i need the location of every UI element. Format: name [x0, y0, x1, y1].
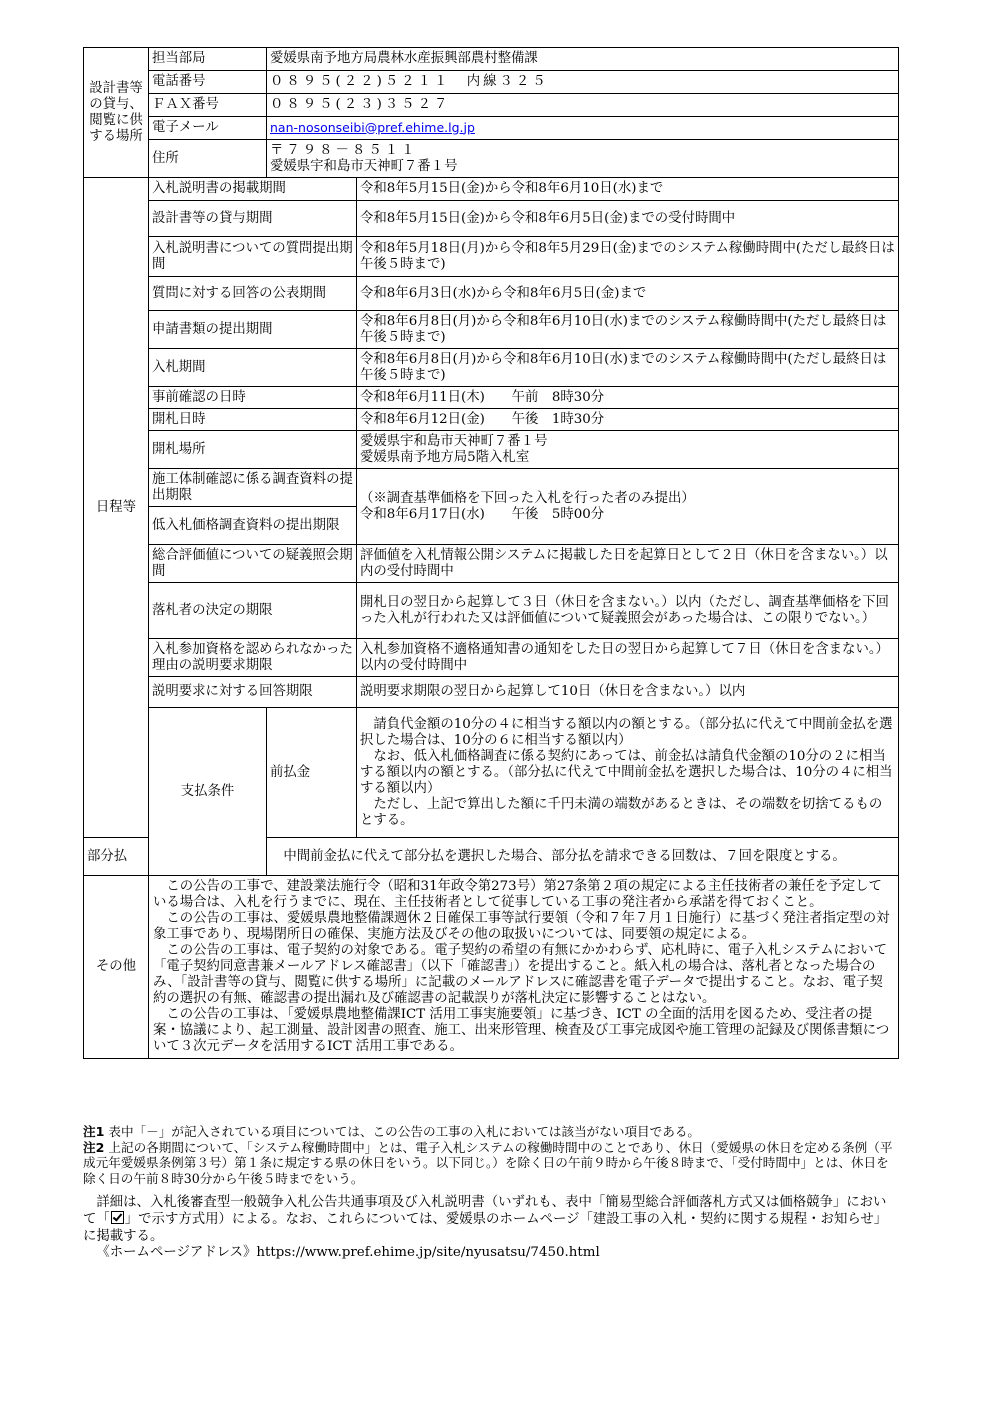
- survey-deadline-date: 令和8年6月17日(水) 午後 5時00分: [360, 506, 605, 522]
- advance-text-3: ただし、上記で算出した額に千円未満の端数があるときは、その端数を切捨てるものとする。: [360, 796, 883, 828]
- email-label: 電子メール: [149, 117, 267, 140]
- other-text-1: この公告の工事で、建設業法施行令（昭和31年政令第273号）第27条第２項の規定による主任技術者の兼任を予定している場合は、入札を行うまでに、現在、主任技術者として従事している工事の発注者から承諾を得ておくこと。: [153, 879, 882, 910]
- survey-deadline-note: （※調査基準価格を下回った入札を行った者のみ提出）: [360, 490, 695, 506]
- schedule-label: 申請書類の提出期間: [149, 311, 357, 349]
- address-street: 愛媛県宇和島市天神町７番１号: [270, 158, 458, 174]
- address-label: 住所: [149, 140, 267, 178]
- notice-table: [83, 47, 899, 1059]
- schedule-value: 令和8年6月3日(水)から令和8年6月5日(金)まで: [357, 277, 899, 311]
- schedule-label: 入札参加資格を認められなかった理由の説明要求期限: [149, 639, 357, 677]
- payment-category: 支払条件: [149, 708, 267, 876]
- detail-text-before: 詳細は、入札後審査型一般競争入札公告共通事項及び入札説明書（いずれも、表中「簡易型総合評価落札方式又は価格競争」において「: [83, 1195, 887, 1228]
- homepage-address[interactable]: 《ホームページアドレス》https://www.pref.ehime.jp/site/nyusatsu/7450.html: [96, 1244, 600, 1260]
- phone-label: 電話番号: [149, 71, 267, 94]
- schedule-value: 令和8年5月15日(金)から令和8年6月10日(水)まで: [357, 178, 899, 201]
- other-text-4: この公告の工事は、「愛媛県農地整備課ICT 活用工事実施要領」に基づき、ICT の全面的活用を図るため、受注者の提案・協議により、起工測量、設計図書の照査、施工、出来形管理、検査及び工事完成図や施工管理の記録及び関係書類について３次元データを活用するICT 活用工事である。: [153, 1007, 890, 1054]
- schedule-label: 説明要求に対する回答期限: [149, 677, 357, 708]
- email-link[interactable]: nan-nosonseibi@pref.ehime.lg.jp: [270, 119, 475, 135]
- schedule-value: 令和8年6月12日(金) 午後 1時30分: [357, 409, 899, 431]
- checkbox-checked-icon: [111, 1211, 124, 1224]
- bid-venue-line1: 愛媛県宇和島市天神町７番１号: [360, 433, 548, 449]
- schedule-value: 令和8年6月8日(月)から令和8年6月10日(水)までのシステム稼働時間中(ただし最終日は午後５時まで): [357, 349, 899, 387]
- partial-text: 中間前金払に代えて部分払を選択した場合、部分払を請求できる回数は、７回を限度とする。: [267, 838, 899, 876]
- other-text-3: この公告の工事は、電子契約の対象である。電子契約の希望の有無にかかわらず、応札時に、電子入札システムにおいて「電子契約同意書兼メールアドレス確認書」（以下「確認書」）を提出すること。紙入札の場合は、落札者となった場合のみ、「設計書等の貸与、閲覧に供する場所」に記載のメールアドレスに確認書を電子データで提出すること。なお、電子契約の選択の有無、確認書の提出漏れ及び確認書の記載誤りが落札決定に影響することはない。: [153, 943, 888, 1006]
- schedule-value: 令和8年5月18日(月)から令和8年5月29日(金)までのシステム稼働時間中(ただし最終日は午後５時まで): [357, 237, 899, 277]
- schedule-label: 開札場所: [149, 431, 357, 469]
- schedule-label: 施工体制確認に係る調査資料の提出期限: [149, 469, 357, 507]
- schedule-label: 入札説明書についての質問提出期間: [149, 237, 357, 277]
- partial-label: 部分払: [84, 838, 149, 876]
- schedule-value: 開札日の翌日から起算して３日（休日を含まない。）以内（ただし、調査基準価格を下回った入札が行われた又は評価値について疑義照会があった場合は、この限りでない。）: [357, 583, 899, 639]
- advance-text-2: なお、低入札価格調査に係る契約にあっては、前金払は請負代金額の10分の２に相当する額以内の額とする。（部分払に代えて中間前金払を選択した場合は、10分の４に相当する額以内）: [360, 748, 893, 796]
- address-postal: 〒７９８－８５１１: [270, 142, 418, 158]
- advance-text-1: 請負代金額の10分の４に相当する額以内の額とする。（部分払に代えて中間前金払を選択した場合は、10分の６に相当する額以内）: [360, 716, 893, 748]
- note-text: 上記の各期間について、「システム稼働時間中」とは、電子入札システムの稼働時間中のことであり、休日（愛媛県の休日を定める条例（平成元年愛媛県条例第３号）第１条に規定する県の休日をいう。以下同じ。）を除く日の午前９時から午後８時まで、「受付時間中」とは、休日を除く日の午前８時30分から午後５時までをいう。: [83, 1139, 893, 1186]
- fax-value: ０８９５(２３)３５２７: [267, 94, 899, 117]
- schedule-value: 令和8年6月11日(木) 午前 8時30分: [357, 387, 899, 409]
- schedule-value: 説明要求期限の翌日から起算して10日（休日を含まない。）以内: [357, 677, 899, 708]
- dept-label: 担当部局: [149, 48, 267, 71]
- schedule-label: 質問に対する回答の公表期間: [149, 277, 357, 311]
- note-text: 表中「－」が記入されている項目については、この公告の工事の入札においては該当がない項目である。: [108, 1124, 701, 1139]
- contact-category: 設計書等の貸与、閲覧に供する場所: [84, 48, 149, 178]
- detail-section: [83, 1195, 898, 1261]
- note-mark: 注2: [83, 1139, 105, 1155]
- detail-text-after: 」で示す方式用）による。なお、これらについては、愛媛県のホームページ「建設工事の入札・契約に関する規程・お知らせ」に掲載する。: [83, 1212, 888, 1244]
- note-mark: 注1: [83, 1124, 105, 1139]
- dept-value: 愛媛県南予地方局農林水産振興部農村整備課: [267, 48, 899, 71]
- phone-value: ０８９５(２２)５２１１ 内線３２５: [267, 71, 899, 94]
- advance-label: 前払金: [267, 708, 357, 838]
- note-1: [83, 1124, 898, 1140]
- schedule-label: 低入札価格調査資料の提出期限: [149, 507, 357, 545]
- schedule-label: 設計書等の貸与期間: [149, 201, 357, 237]
- schedule-label: 開札日時: [149, 409, 357, 431]
- detail-paragraph: [83, 1195, 898, 1245]
- schedule-label: 入札期間: [149, 349, 357, 387]
- schedule-value: 令和8年6月8日(月)から令和8年6月10日(水)までのシステム稼働時間中(ただし最終日は午後５時まで): [357, 311, 899, 349]
- other-category: その他: [84, 876, 149, 1059]
- schedule-label: 入札説明書の掲載期間: [149, 178, 357, 201]
- schedule-category: 日程等: [84, 178, 149, 838]
- notes: [83, 1124, 898, 1186]
- note-2: [83, 1140, 898, 1187]
- schedule-value: 入札参加資格不適格通知書の通知をした日の翌日から起算して７日（休日を含まない。）以内の受付時間中: [357, 639, 899, 677]
- schedule-value: 評価値を入札情報公開システムに掲載した日を起算日として２日（休日を含まない。）以内の受付時間中: [357, 545, 899, 583]
- fax-label: ＦＡＸ番号: [149, 94, 267, 117]
- other-text-2: この公告の工事は、愛媛県農地整備課週休２日確保工事等試行要領（令和７年７月１日施行）に基づく発注者指定型の対象工事であり、現場閉所日の確保、実施方法及びその他の取扱いについては、同要領の規定による。: [153, 911, 890, 942]
- schedule-label: 総合評価値についての疑義照会期間: [149, 545, 357, 583]
- schedule-label: 落札者の決定の期限: [149, 583, 357, 639]
- schedule-value: 令和8年5月15日(金)から令和8年6月5日(金)までの受付時間中: [357, 201, 899, 237]
- bid-venue-line2: 愛媛県南予地方局5階入札室: [360, 449, 530, 465]
- schedule-label: 事前確認の日時: [149, 387, 357, 409]
